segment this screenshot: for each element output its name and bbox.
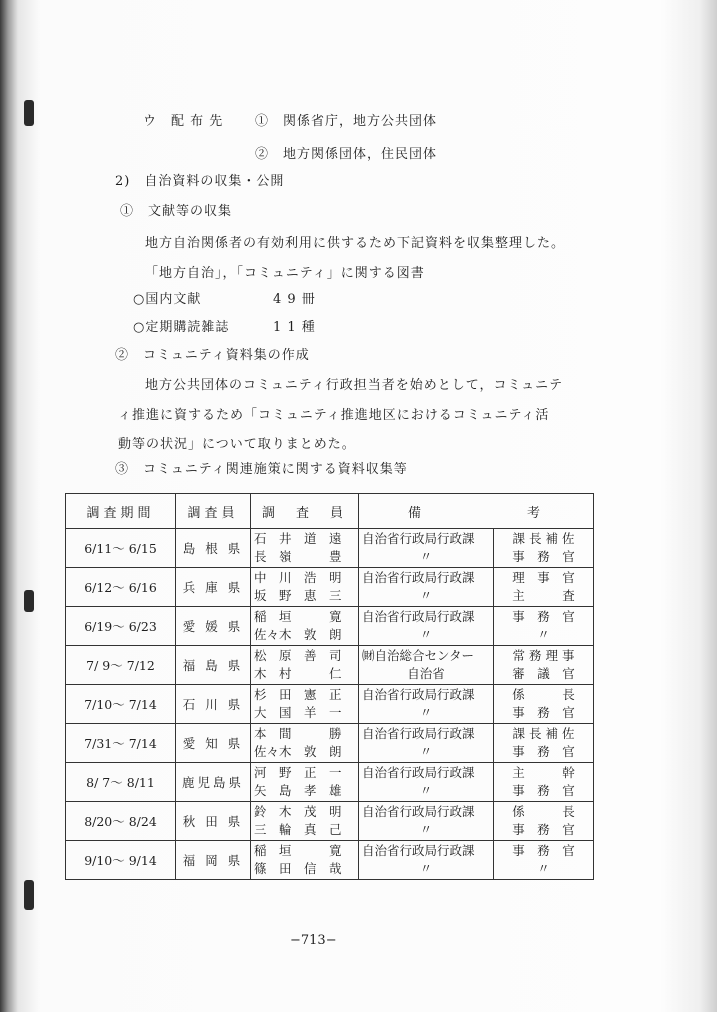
names-cell-line: 佐々木 敦 朗 — [254, 627, 342, 642]
organization-cell-line: 自治省行政局行政課 — [362, 843, 475, 858]
prefecture-cell: 福 岡 県 — [176, 841, 251, 880]
position-cell-line: 主 査 — [512, 588, 575, 603]
organization-cell-line: 自治省行政局行政課 — [362, 726, 475, 741]
organization-cell — [359, 724, 494, 763]
organization-cell-line: 自治省 — [407, 666, 445, 681]
position-cell-line: 主 幹 — [512, 765, 575, 780]
position-cell-line: 事 務 官 — [512, 609, 575, 624]
names-cell-line: 本 間 勝 — [254, 726, 342, 741]
position-cell-line: 事 務 官 — [512, 783, 575, 798]
position-cell — [494, 802, 594, 841]
names-cell-line: 稲 垣 寛 — [254, 843, 342, 858]
names-cell-line: 三 輪 真 己 — [254, 822, 342, 837]
binder-hole — [24, 590, 34, 612]
prefecture-cell: 島 根 県 — [176, 529, 251, 568]
prefecture-cell: 石 川 県 — [176, 685, 251, 724]
organization-cell — [359, 841, 494, 880]
organization-cell-line: 〃 — [419, 783, 433, 798]
position-cell — [494, 841, 594, 880]
prefecture-cell: 秋 田 県 — [176, 802, 251, 841]
distribution-item-1: ① 関係省庁，地方公共団体 — [255, 114, 438, 129]
position-cell-line: 課 長 補 佐 — [512, 726, 575, 741]
organization-cell-line: 自治省行政局行政課 — [362, 765, 475, 780]
prefecture-cell: 愛 媛 県 — [176, 607, 251, 646]
paragraph: 地方自治関係者の有効利用に供するため下記資料を収集整理した。 — [145, 236, 566, 251]
position-cell-line: 係 長 — [512, 687, 575, 702]
organization-cell — [359, 607, 494, 646]
period-cell: 6/19〜 6/23 — [66, 607, 176, 646]
item-heading: ③ コミュニティ関連施策に関する資料収集等 — [115, 462, 408, 477]
names-cell-line: 杉 田 憲 正 — [254, 687, 342, 702]
organization-cell — [359, 568, 494, 607]
periodical-value: 1 1 種 — [273, 320, 316, 335]
organization-cell-line: 自治省行政局行政課 — [362, 531, 475, 546]
organization-cell — [359, 763, 494, 802]
table-row — [66, 763, 594, 802]
position-cell-line: 事 務 官 — [512, 549, 575, 564]
names-cell-line: 中 川 浩 明 — [254, 570, 342, 585]
prefecture-cell: 愛 知 県 — [176, 724, 251, 763]
table-row — [66, 568, 594, 607]
item-heading: ① 文献等の収集 — [120, 204, 233, 219]
position-cell-line: 係 長 — [512, 804, 575, 819]
position-cell — [494, 685, 594, 724]
organization-cell-line: 〃 — [419, 627, 433, 642]
header-period: 調査期間 — [66, 494, 176, 529]
period-cell: 8/ 7〜 8/11 — [66, 763, 176, 802]
names-cell-line: 坂 野 恵 三 — [254, 588, 342, 603]
names-cell-line: 石 井 道 遠 — [254, 531, 342, 546]
organization-cell-line: 自治省行政局行政課 — [362, 804, 475, 819]
names-cell — [251, 685, 359, 724]
paragraph: 地方公共団体のコミュニティ行政担当者を始めとして，コミュニテ — [145, 378, 564, 393]
domestic-value: 4 9 冊 — [273, 292, 316, 307]
table-row — [66, 529, 594, 568]
table-row — [66, 685, 594, 724]
names-cell — [251, 724, 359, 763]
organization-cell-line: 自治省行政局行政課 — [362, 687, 475, 702]
period-cell: 6/12〜 6/16 — [66, 568, 176, 607]
item-heading: ② コミュニティ資料集の作成 — [115, 348, 310, 363]
organization-cell — [359, 685, 494, 724]
position-cell-line: 常 務 理 事 — [512, 648, 575, 663]
names-cell-line: 木 村 仁 — [254, 666, 342, 681]
position-cell-line: 事 務 官 — [512, 705, 575, 720]
table-body — [66, 529, 594, 880]
period-cell: 9/10〜 9/14 — [66, 841, 176, 880]
names-cell-line: 鈴 木 茂 明 — [254, 804, 342, 819]
table-row — [66, 841, 594, 880]
names-cell-line: 大 国 羊 一 — [254, 705, 342, 720]
table-row — [66, 802, 594, 841]
names-cell-line: 松 原 善 司 — [254, 648, 342, 663]
position-cell-line: 事 務 官 — [512, 744, 575, 759]
period-cell: 7/ 9〜 7/12 — [66, 646, 176, 685]
names-cell-line: 佐々木 敦 朗 — [254, 744, 342, 759]
organization-cell — [359, 802, 494, 841]
organization-cell-line: 〃 — [419, 588, 433, 603]
table-row — [66, 607, 594, 646]
names-cell-line: 河 野 正 一 — [254, 765, 342, 780]
position-cell-line: 理 事 官 — [512, 570, 575, 585]
paragraph: 「地方自治」，「コミュニティ」に関する図書 — [145, 266, 425, 281]
organization-cell-line: 〃 — [419, 822, 433, 837]
paragraph: ィ推進に資するため「コミュニティ推進地区におけるコミュニティ活 — [118, 408, 550, 423]
names-cell — [251, 568, 359, 607]
header-pref: 調査員 — [176, 494, 251, 529]
position-cell-line: 事 務 官 — [512, 843, 575, 858]
distribution-item-2: ② 地方関係団体，住民団体 — [255, 147, 438, 162]
names-cell — [251, 841, 359, 880]
prefecture-cell: 鹿児島県 — [176, 763, 251, 802]
period-cell: 7/31〜 7/14 — [66, 724, 176, 763]
position-cell — [494, 646, 594, 685]
names-cell — [251, 646, 359, 685]
names-cell-line: 篠 田 信 哉 — [254, 861, 342, 876]
names-cell — [251, 529, 359, 568]
distribution-label: ウ 配 布 先 — [143, 114, 224, 129]
position-cell-line: 〃 — [537, 627, 550, 642]
table-header-row — [66, 494, 594, 529]
names-cell — [251, 763, 359, 802]
organization-cell-line: 〃 — [419, 549, 433, 564]
position-cell — [494, 607, 594, 646]
period-cell: 6/11〜 6/15 — [66, 529, 176, 568]
organization-cell-line: 〃 — [419, 744, 433, 759]
organization-cell-line: ㈶自治総合センター — [362, 648, 475, 663]
position-cell — [494, 763, 594, 802]
organization-cell-line: 〃 — [419, 705, 433, 720]
binder-hole — [24, 100, 34, 126]
position-cell-line: 審 議 官 — [512, 666, 575, 681]
organization-cell-line: 自治省行政局行政課 — [362, 570, 475, 585]
organization-cell — [359, 529, 494, 568]
survey-table — [65, 493, 594, 880]
names-cell-line: 矢 島 孝 雄 — [254, 783, 342, 798]
table-row — [66, 724, 594, 763]
paragraph: 動等の状況」について取りまとめた。 — [118, 437, 356, 452]
names-cell — [251, 607, 359, 646]
table-row — [66, 646, 594, 685]
header-remarks: 備 考 — [359, 494, 594, 529]
periodical-label: ○定期購読雑誌 — [133, 320, 230, 335]
organization-cell-line: 自治省行政局行政課 — [362, 609, 475, 624]
position-cell-line: 〃 — [537, 861, 550, 876]
period-cell: 8/20〜 8/24 — [66, 802, 176, 841]
organization-cell-line: 〃 — [419, 861, 433, 876]
names-cell-line: 稲 垣 寛 — [254, 609, 342, 624]
position-cell — [494, 529, 594, 568]
names-cell-line: 長 嶺 豊 — [254, 549, 342, 564]
period-cell: 7/10〜 7/14 — [66, 685, 176, 724]
position-cell — [494, 568, 594, 607]
section-heading: 2) 自治資料の収集・公開 — [115, 174, 285, 189]
page-number: −713− — [290, 933, 337, 948]
prefecture-cell: 兵 庫 県 — [176, 568, 251, 607]
prefecture-cell: 福 島 県 — [176, 646, 251, 685]
domestic-label: ○国内文献 — [133, 292, 202, 307]
names-cell — [251, 802, 359, 841]
binder-hole — [24, 880, 34, 910]
position-cell — [494, 724, 594, 763]
header-names: 調 査 員 — [251, 494, 359, 529]
position-cell-line: 事 務 官 — [512, 822, 575, 837]
organization-cell — [359, 646, 494, 685]
position-cell-line: 課 長 補 佐 — [512, 531, 575, 546]
